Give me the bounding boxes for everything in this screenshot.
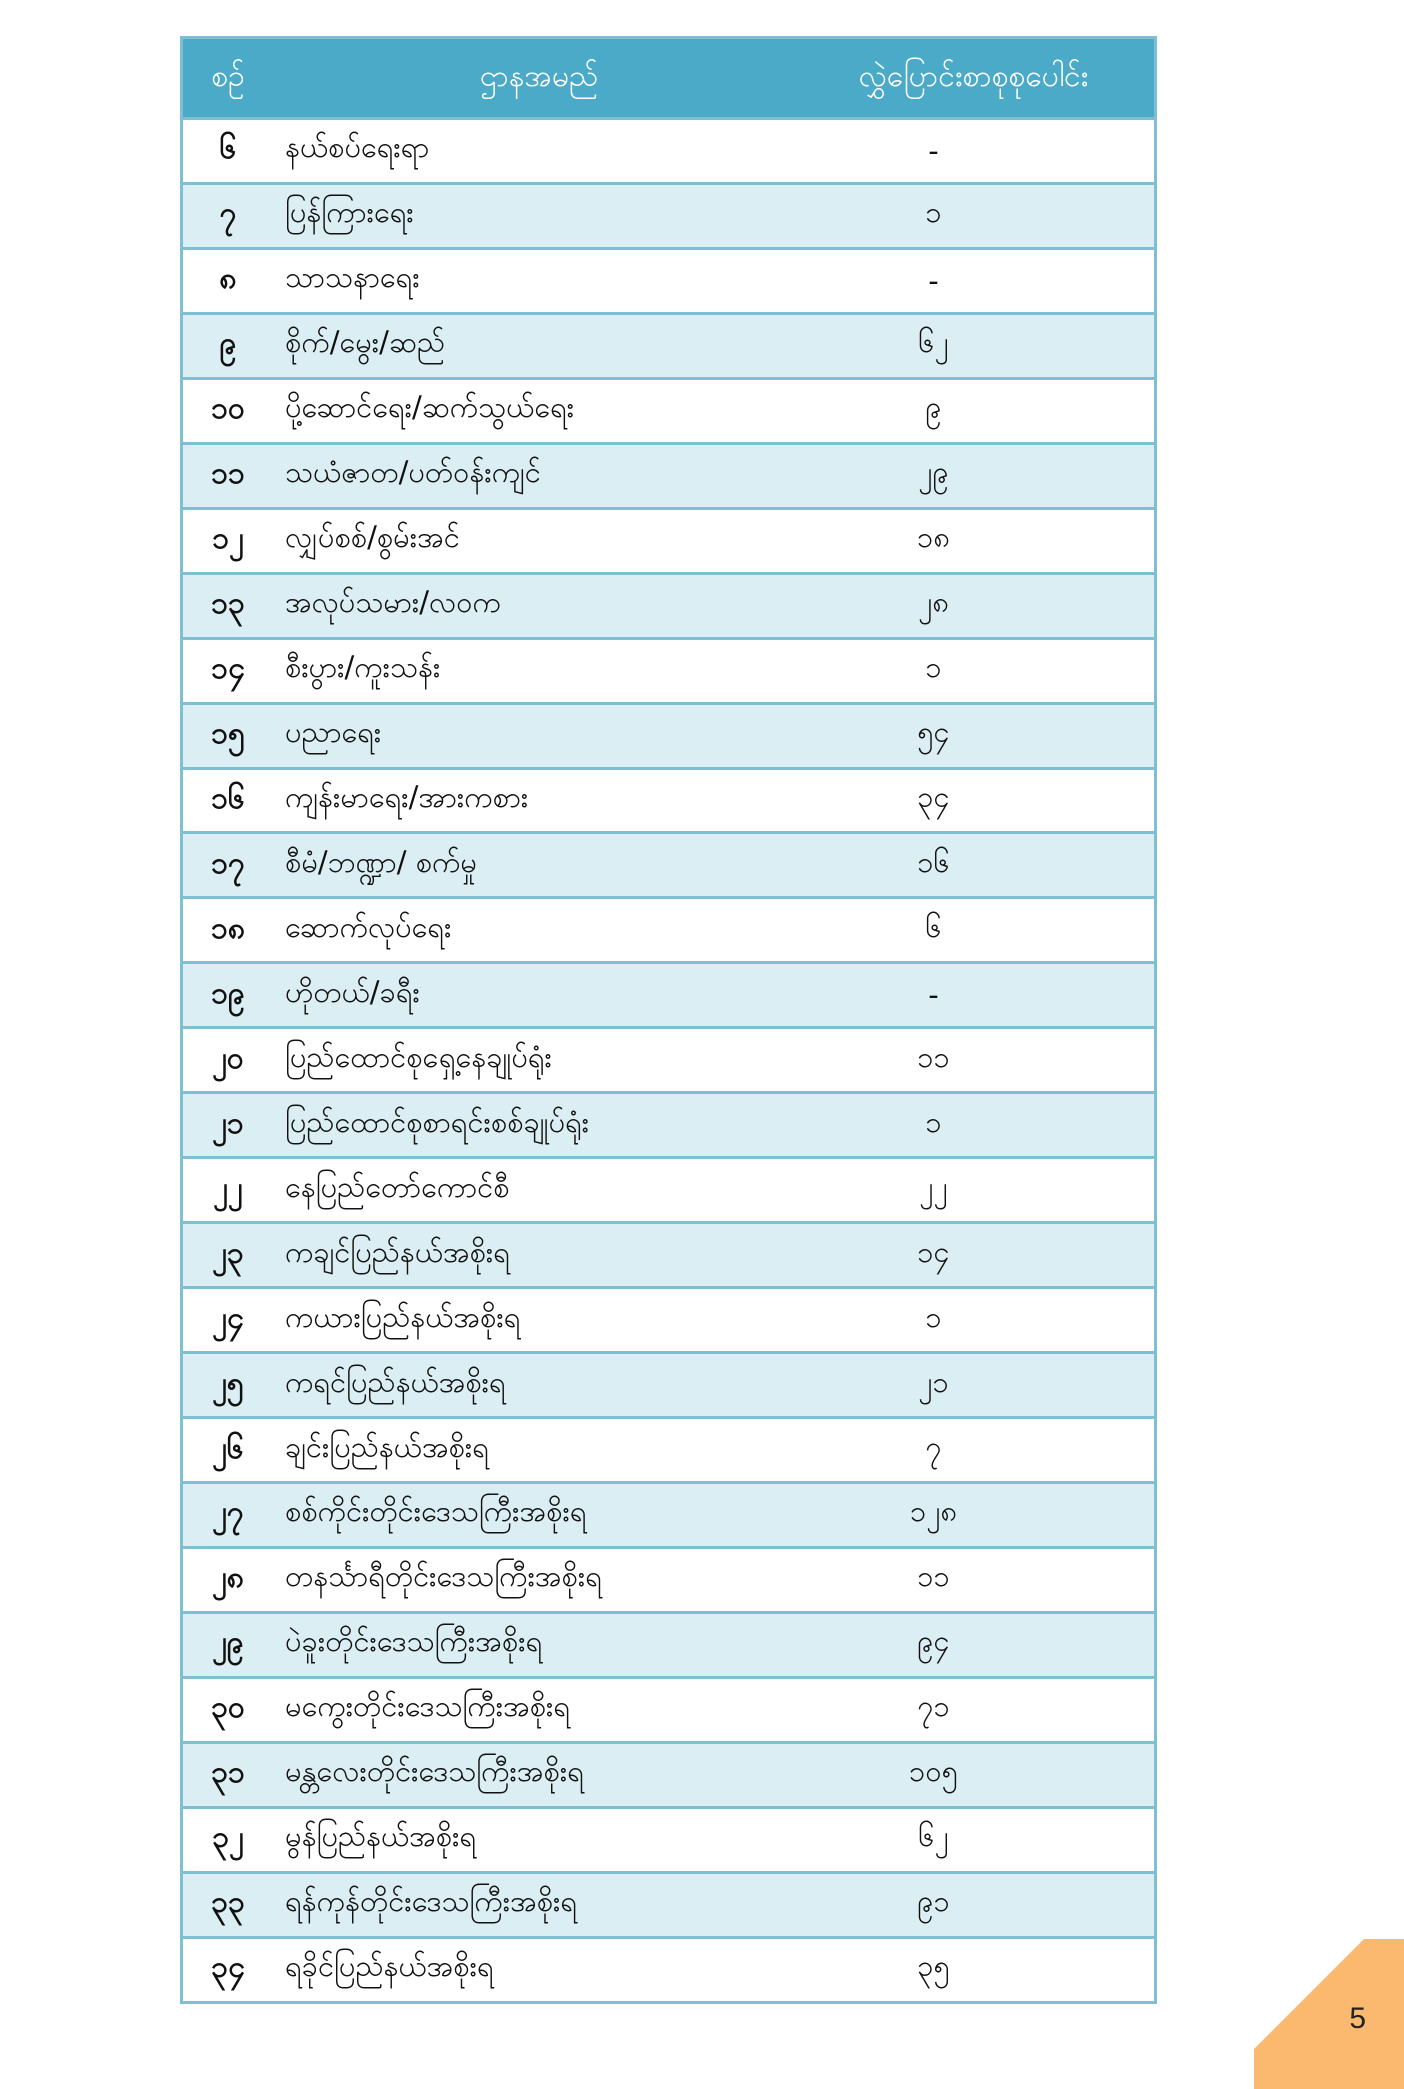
row-serial-no: ၃၃: [211, 1885, 245, 1921]
row-transfer-total: ၉၄: [917, 1624, 950, 1659]
row-serial-no: ၁၆: [211, 781, 245, 816]
row-transfer-total: ၁၁: [917, 1559, 950, 1594]
row-serial-no: ၁၀: [211, 391, 245, 427]
table-row: [183, 1741, 1154, 1806]
row-transfer-total: ၁၁: [917, 1039, 950, 1074]
table-row: [183, 896, 1154, 961]
table-row: [183, 312, 1154, 377]
row-serial-no: ၁၇: [211, 845, 245, 881]
row-serial-no: ၃၂: [212, 1820, 244, 1856]
row-department-name: စီးပွား/ကူးသန်း: [285, 650, 441, 685]
row-serial-no: ၂၆: [212, 1430, 244, 1466]
row-serial-no: ၈: [219, 261, 237, 297]
row-transfer-total: ၁: [925, 1104, 942, 1139]
row-transfer-total: ၂၂: [919, 1169, 948, 1204]
table-row: [183, 1546, 1154, 1611]
row-serial-no: ၇: [219, 196, 237, 232]
row-department-name: ကယားပြည်နယ်အစိုးရ: [285, 1299, 521, 1334]
table-row: [183, 1806, 1154, 1871]
table-row: [183, 1871, 1154, 1936]
row-serial-no: ၃၄: [211, 1950, 245, 1986]
row-transfer-total: ၁၈: [917, 520, 950, 555]
table-row: [183, 1026, 1154, 1091]
row-department-name: လျှပ်စစ်/စွမ်းအင်: [285, 520, 460, 555]
row-transfer-total: -: [928, 263, 939, 298]
row-transfer-total: ၂၈: [918, 585, 949, 620]
row-department-name: ချင်းပြည်နယ်အစိုးရ: [285, 1429, 489, 1464]
row-department-name: ကရင်ပြည်နယ်အစိုးရ: [285, 1364, 506, 1399]
row-transfer-total: -: [928, 133, 939, 168]
row-serial-no: ၁၄: [211, 651, 245, 687]
row-department-name: မကွေးတိုင်းဒေသကြီးအစိုးရ: [285, 1689, 571, 1724]
row-transfer-total: ၁၂၈: [909, 1494, 958, 1529]
row-serial-no: ၂၁: [212, 1105, 244, 1141]
row-transfer-total: ၁၆: [917, 844, 950, 879]
row-serial-no: ၉: [219, 326, 237, 362]
table-row: [183, 1091, 1154, 1156]
row-department-name: ကျန်းမာရေး/အားကစား: [285, 780, 529, 814]
row-transfer-total: ၂၉: [918, 455, 949, 490]
row-serial-no: ၁၅: [211, 716, 245, 752]
table-row: [183, 117, 1154, 182]
row-transfer-total: ၁၀၅: [909, 1754, 958, 1789]
row-department-name: စစ်ကိုင်းတိုင်းဒေသကြီးအစိုးရ: [285, 1494, 587, 1529]
table-row: [183, 1221, 1154, 1286]
row-serial-no: ၂၃: [212, 1235, 244, 1271]
row-transfer-total: ၆၂: [918, 1819, 949, 1854]
row-transfer-total: ၁: [925, 195, 942, 230]
row-serial-no: ၁၈: [210, 910, 245, 946]
table-row: [183, 961, 1154, 1026]
table-row: [183, 1286, 1154, 1351]
row-department-name: မွန်ပြည်နယ်အစိုးရ: [285, 1819, 477, 1854]
row-department-name: တနင်္သာရီတိုင်းဒေသကြီးအစိုးရ: [285, 1559, 602, 1594]
table-row: [183, 1416, 1154, 1481]
table-row: [183, 247, 1154, 312]
row-transfer-total: ၁: [925, 650, 942, 685]
row-transfer-total: ၁၄: [917, 1234, 950, 1269]
row-serial-no: ၂၇: [212, 1495, 244, 1531]
row-transfer-total: ၁: [925, 1299, 942, 1334]
table-row: [183, 507, 1154, 572]
row-transfer-total: ၇၁: [917, 1689, 950, 1724]
table-row: [183, 1481, 1154, 1546]
row-transfer-total: ၃၅: [917, 1949, 950, 1984]
row-department-name: သယံဇာတ/ပတ်ဝန်းကျင်: [285, 455, 541, 490]
row-serial-no: ၁၉: [211, 975, 245, 1011]
row-department-name: ပညာရေး: [285, 715, 382, 750]
row-transfer-total: ၂၁: [918, 1364, 949, 1399]
table-row: [183, 572, 1154, 637]
row-department-name: ဆောက်လုပ်ရေး: [285, 909, 452, 944]
row-transfer-total: ၉၁: [917, 1884, 950, 1919]
page-number: 5: [1349, 2002, 1366, 2035]
row-serial-no: ၁၂: [212, 521, 244, 557]
row-department-name: သာသနာရေး: [285, 260, 420, 295]
row-department-name: နေပြည်တော်ကောင်စီ: [285, 1169, 510, 1204]
row-department-name: ပြည်ထောင်စုစာရင်းစစ်ချုပ်ရုံး: [285, 1104, 590, 1139]
row-department-name: ဟိုတယ်/ခရီး: [285, 974, 420, 1009]
header-department-name: ဌာနအမည်: [479, 58, 599, 94]
row-serial-no: ၃၀: [211, 1690, 245, 1726]
table-row: [183, 442, 1154, 507]
row-department-name: မန္တလေးတိုင်းဒေသကြီးအစိုးရ: [285, 1754, 584, 1789]
page-corner-accent: [1254, 1939, 1404, 2089]
row-serial-no: ၂၅: [212, 1365, 244, 1401]
row-department-name: ရခိုင်ပြည်နယ်အစိုးရ: [285, 1949, 494, 1984]
row-department-name: ပြန်ကြားရေး: [285, 195, 414, 230]
table-header: [183, 39, 1154, 117]
row-serial-no: ၂၂: [213, 1170, 243, 1206]
table-body: [183, 117, 1154, 2001]
row-department-name: ရန်ကုန်တိုင်းဒေသကြီးအစိုးရ: [285, 1884, 578, 1919]
table-row: [183, 1611, 1154, 1676]
row-serial-no: ၁၁: [211, 456, 245, 492]
table-row: [183, 182, 1154, 247]
row-transfer-total: -: [928, 978, 939, 1013]
table-row: [183, 1936, 1154, 2001]
row-serial-no: ၂၈: [212, 1560, 244, 1596]
row-serial-no: ၂၉: [212, 1625, 244, 1661]
row-serial-no: ၁၃: [211, 586, 245, 622]
row-transfer-total: ၉: [925, 390, 942, 425]
row-serial-no: ၆: [219, 131, 237, 167]
table-row: [183, 637, 1154, 702]
row-department-name: ကချင်ပြည်နယ်အစိုးရ: [285, 1234, 510, 1269]
row-transfer-total: ၃၄: [917, 780, 950, 814]
row-department-name: စီမံ/ဘဏ္ဍာ/ စက်မှု: [285, 844, 477, 879]
row-transfer-total: ၆: [925, 909, 942, 944]
table-row: [183, 702, 1154, 767]
table-row: [183, 1351, 1154, 1416]
row-serial-no: ၃၁: [211, 1755, 245, 1791]
header-serial-no: စဉ်: [211, 58, 245, 94]
row-transfer-total: ၅၄: [917, 715, 950, 750]
row-transfer-total: ၆၂: [918, 325, 949, 360]
row-department-name: ပြည်ထောင်စုရှေ့နေချုပ်ရုံး: [285, 1039, 552, 1074]
row-department-name: ပို့ဆောင်ရေး/ဆက်သွယ်ရေး: [285, 390, 575, 425]
table-row: [183, 1676, 1154, 1741]
transfer-table: [180, 36, 1157, 2004]
row-department-name: အလုပ်သမား/လဝက: [285, 585, 501, 620]
row-transfer-total: ၇: [925, 1429, 942, 1464]
header-transfer-total: လွှဲပြောင်းစာစုစုပေါင်း: [858, 58, 1089, 94]
row-department-name: နယ်စပ်ရေးရာ: [285, 130, 430, 165]
table-row: [183, 767, 1154, 832]
row-serial-no: ၂၀: [212, 1040, 244, 1076]
row-department-name: စိုက်/မွေး/ဆည်: [285, 325, 445, 360]
row-serial-no: ၂၄: [212, 1300, 244, 1336]
table-row: [183, 831, 1154, 896]
table-row: [183, 1156, 1154, 1221]
table-row: [183, 377, 1154, 442]
row-department-name: ပဲခူးတိုင်းဒေသကြီးအစိုးရ: [285, 1624, 543, 1659]
